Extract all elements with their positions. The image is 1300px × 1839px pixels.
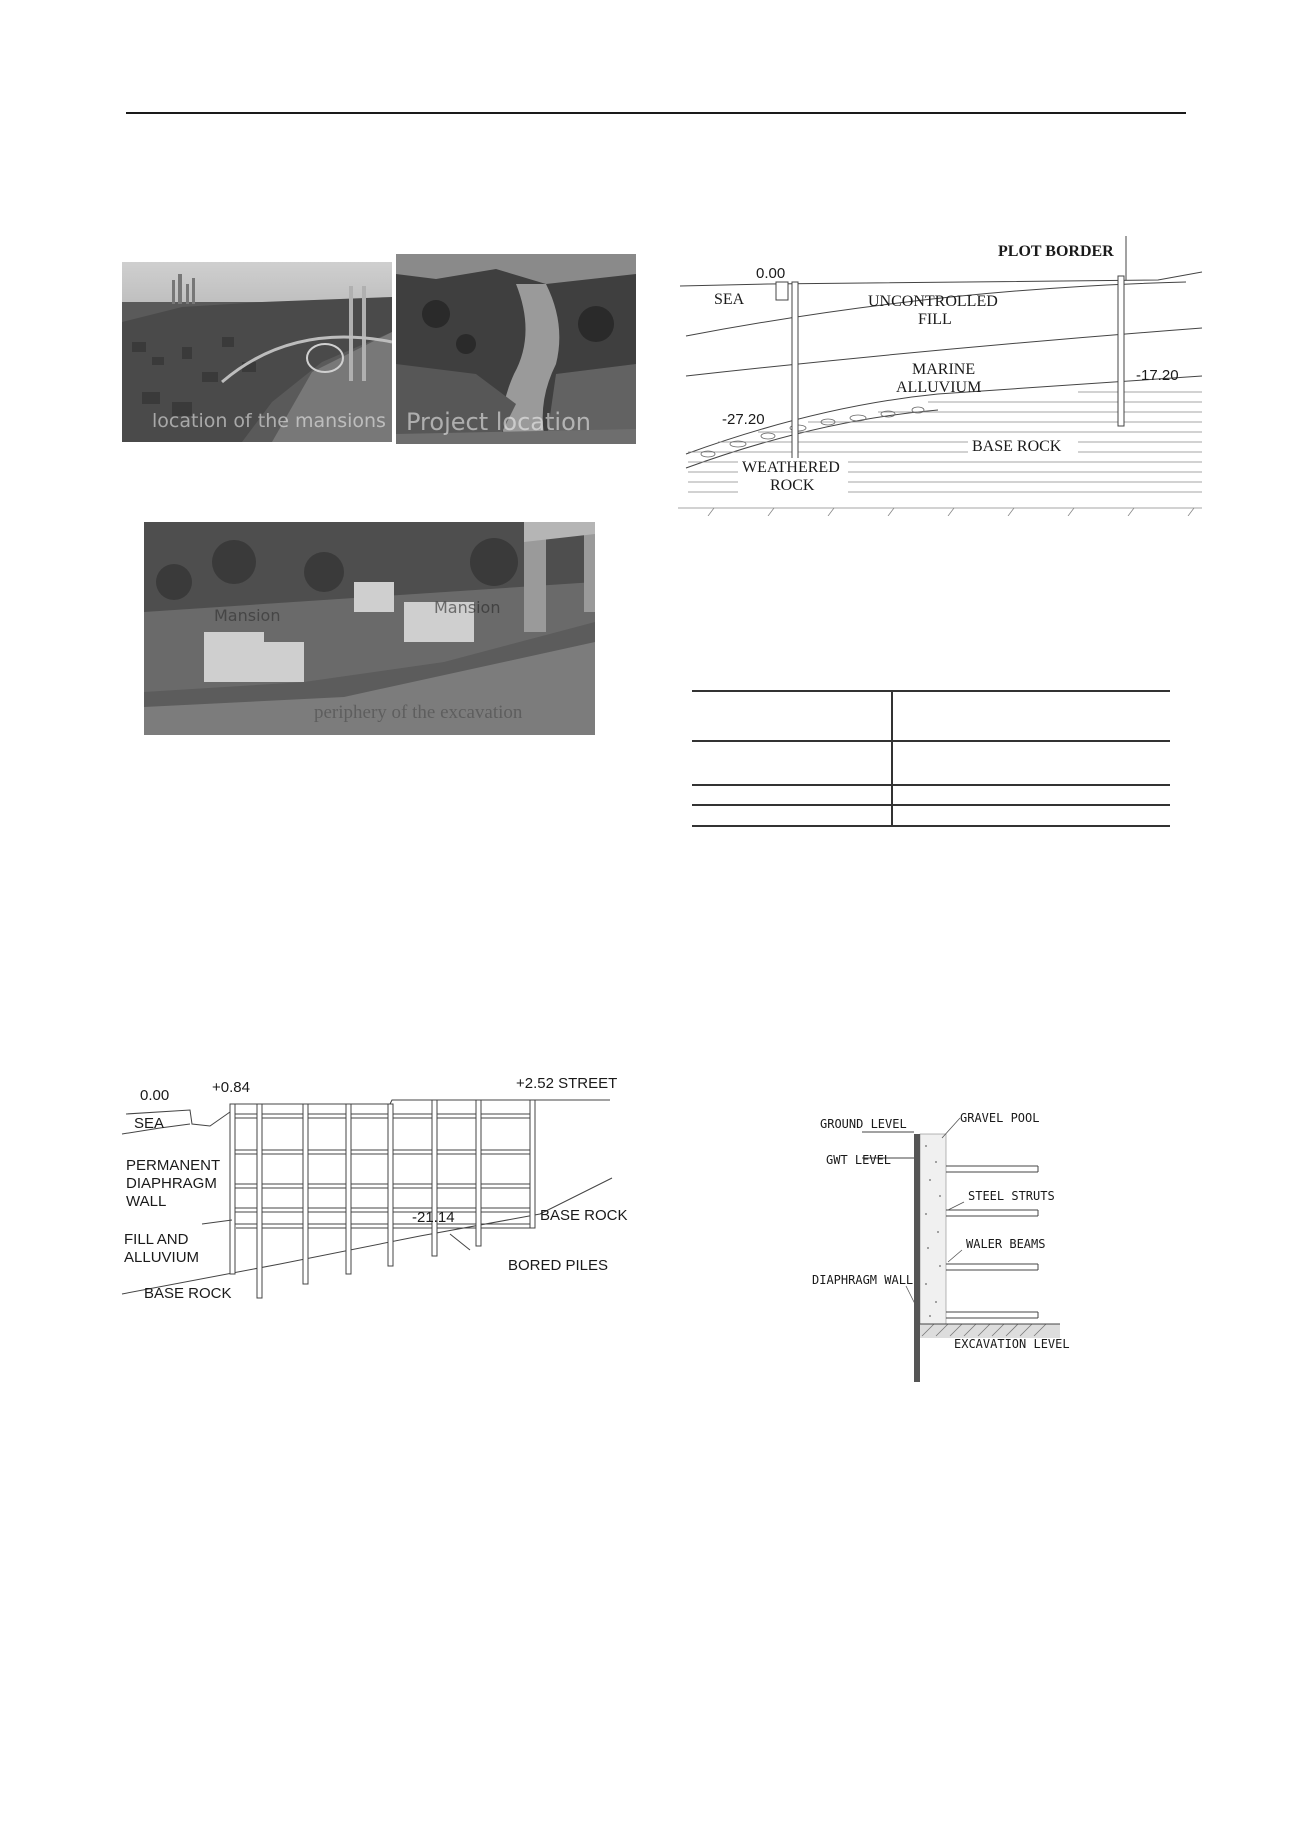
soil-profile (678, 236, 1208, 516)
base-rock-left-label: BASE ROCK (144, 1285, 232, 1302)
weathered-label-1: WEATHERED (742, 459, 840, 476)
wall-detail (812, 1102, 1072, 1384)
street-elevation-label: +2.52 STREET (516, 1075, 618, 1092)
header-rule (126, 112, 1186, 114)
fill-label-2: ALLUVIUM (124, 1249, 200, 1266)
bored-piles-label: BORED PILES (508, 1257, 609, 1274)
base-rock-label: BASE ROCK (972, 438, 1062, 455)
sea-elevation-label: 0.00 (140, 1087, 170, 1104)
fill-label-1: UNCONTROLLED (868, 293, 998, 310)
alluvium-label-2: ALLUVIUM (896, 379, 982, 396)
fill-label-1: FILL AND (124, 1231, 189, 1248)
ground-level-label: GROUND LEVEL (820, 1117, 907, 1131)
diaphragm-wall-label: DIAPHRAGM WALL (812, 1273, 914, 1287)
steel-struts-label: STEEL STRUTS (968, 1189, 1055, 1203)
sea-label: SEA (134, 1115, 165, 1132)
wall-label-1: PERMANENT (126, 1157, 221, 1174)
plot-border-label: PLOT BORDER (998, 243, 1114, 260)
gravel-pool-label: GRAVEL POOL (960, 1111, 1040, 1125)
gwt-level-label: GWT LEVEL (826, 1153, 892, 1167)
excavation-section (120, 1074, 640, 1314)
bottom-elevation-label: -21.14 (412, 1209, 455, 1226)
location-photo (122, 262, 392, 442)
wall-label-3: WALL (126, 1193, 167, 1210)
fill-label-2: FILL (918, 311, 952, 328)
aerial-label-right: Mansion (434, 598, 501, 617)
elevation-left-label: -27.20 (722, 411, 765, 428)
elevation-top-label: 0.00 (756, 265, 786, 282)
wall-elevation-label: +0.84 (212, 1079, 250, 1096)
table-frame (692, 690, 1170, 826)
satellite-photo (396, 254, 636, 444)
wall-label-2: DIAPHRAGM (126, 1175, 217, 1192)
aerial-label-left: Mansion (214, 606, 281, 625)
waler-beams-label: WALER BEAMS (966, 1237, 1046, 1251)
alluvium-label-1: MARINE (912, 361, 976, 378)
aerial-photo (144, 522, 595, 735)
sea-label: SEA (714, 291, 745, 308)
elevation-right-label: -17.20 (1136, 367, 1179, 384)
base-rock-right-label: BASE ROCK (540, 1207, 628, 1224)
excavation-level-label: EXCAVATION LEVEL (954, 1337, 1070, 1351)
weathered-label-2: ROCK (770, 477, 815, 494)
aerial-caption: periphery of the excavation (314, 702, 523, 723)
location-caption: location of the mansions (152, 410, 386, 432)
satellite-caption: Project location (406, 408, 591, 436)
